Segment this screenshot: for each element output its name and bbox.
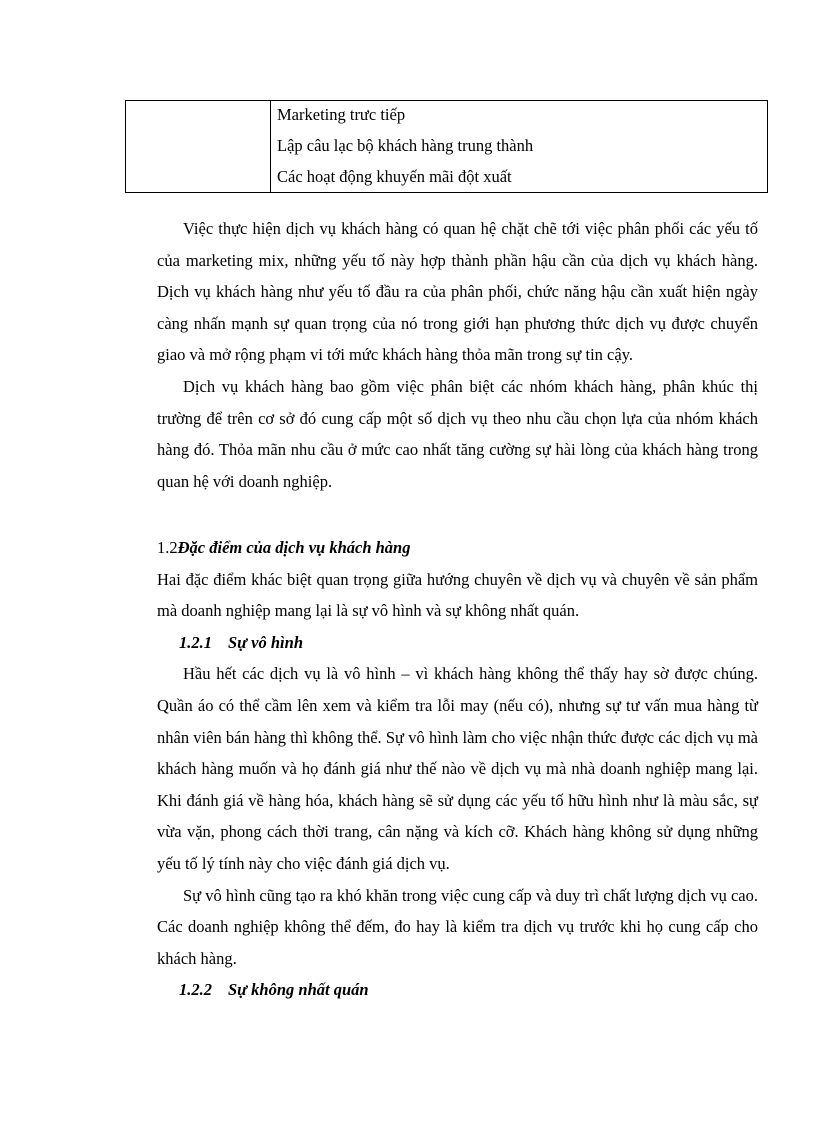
continuation-table (125, 100, 768, 193)
subsection-heading (157, 627, 758, 659)
table-row (126, 101, 768, 193)
subsection-title: Sự không nhất quán (228, 980, 369, 1000)
section-1-2-block (157, 532, 758, 1006)
table-line: Lập câu lạc bộ khách hàng trung thành (277, 136, 534, 155)
table-cell-right (271, 101, 768, 193)
section-title: Đặc điểm của dịch vụ khách hàng (177, 538, 411, 557)
section-number: 1.2 (157, 538, 178, 557)
paragraph: Sự vô hình cũng tạo ra khó khăn trong việc cung cấp và duy trì chất lượng dịch vụ cao. Các doanh nghiệp không thể đếm, đo hay là kiểm tra dịch vụ trước khi họ cung cấp cho khách hàng. (157, 885, 758, 968)
table-line: Các hoạt động khuyến mãi đột xuất (277, 167, 512, 186)
table-cell-left (126, 101, 271, 193)
body-text-block (157, 213, 758, 497)
table-line: Marketing trưc tiếp (277, 105, 406, 124)
paragraph: Dịch vụ khách hàng bao gồm việc phân biệt các nhóm khách hàng, phân khúc thị trường để trên cơ sở đó cung cấp một số dịch vụ theo nhu cầu chọn lựa của nhóm khách hàng đó. Thỏa mãn nhu cầu ở mức cao nhất tăng cường sự hài lòng của khách hàng trong quan hệ với doanh nghiệp. (157, 376, 758, 491)
paragraph: Hầu hết các dịch vụ là vô hình – vì khách hàng không thể thấy hay sờ được chúng. Quần áo có thể cầm lên xem và kiểm tra lỗi may (nếu có), nhưng sự tư vấn mua hàng từ nhân viên bán hàng thì không thể. Sự vô hình làm cho việc nhận thức được các dịch vụ mà khách hàng muốn và họ đánh giá như thế nào về dịch vụ mà nhà doanh nghiệp mang lại. Khi đánh giá về hàng hóa, khách hàng sẽ sử dụng các yếu tố hữu hình như là màu sắc, sự vừa vặn, phong cách thời trang, cân nặng và kích cỡ. Khách hàng không sử dụng những yếu tố lý tính này cho việc đánh giá dịch vụ. (157, 664, 758, 873)
paragraph: Việc thực hiện dịch vụ khách hàng có quan hệ chặt chẽ tới việc phân phối các yếu tố của marketing mix, những yếu tố này hợp thành phần hậu cần của dịch vụ khách hàng. Dịch vụ khách hàng như yếu tố đầu ra của phân phối, chức năng hậu cần xuất hiện ngày càng nhấn mạnh sự quan trọng của nó trong giới hạn phương thức dịch vụ được chuyển giao và mở rộng phạm vi tới mức khách hàng thỏa mãn trong sự tin cậy. (157, 219, 758, 365)
subsection-number: 1.2.2 (179, 980, 212, 1000)
subsection-heading (157, 974, 758, 1006)
subsection-number: 1.2.1 (179, 632, 212, 652)
section-heading (157, 532, 758, 564)
subsection-title: Sự vô hình (228, 632, 303, 652)
paragraph: Hai đặc điểm khác biệt quan trọng giữa hướng chuyên về dịch vụ và chuyên về sản phẩm mà doanh nghiệp mang lại là sự vô hình và sự không nhất quán. (157, 569, 758, 621)
